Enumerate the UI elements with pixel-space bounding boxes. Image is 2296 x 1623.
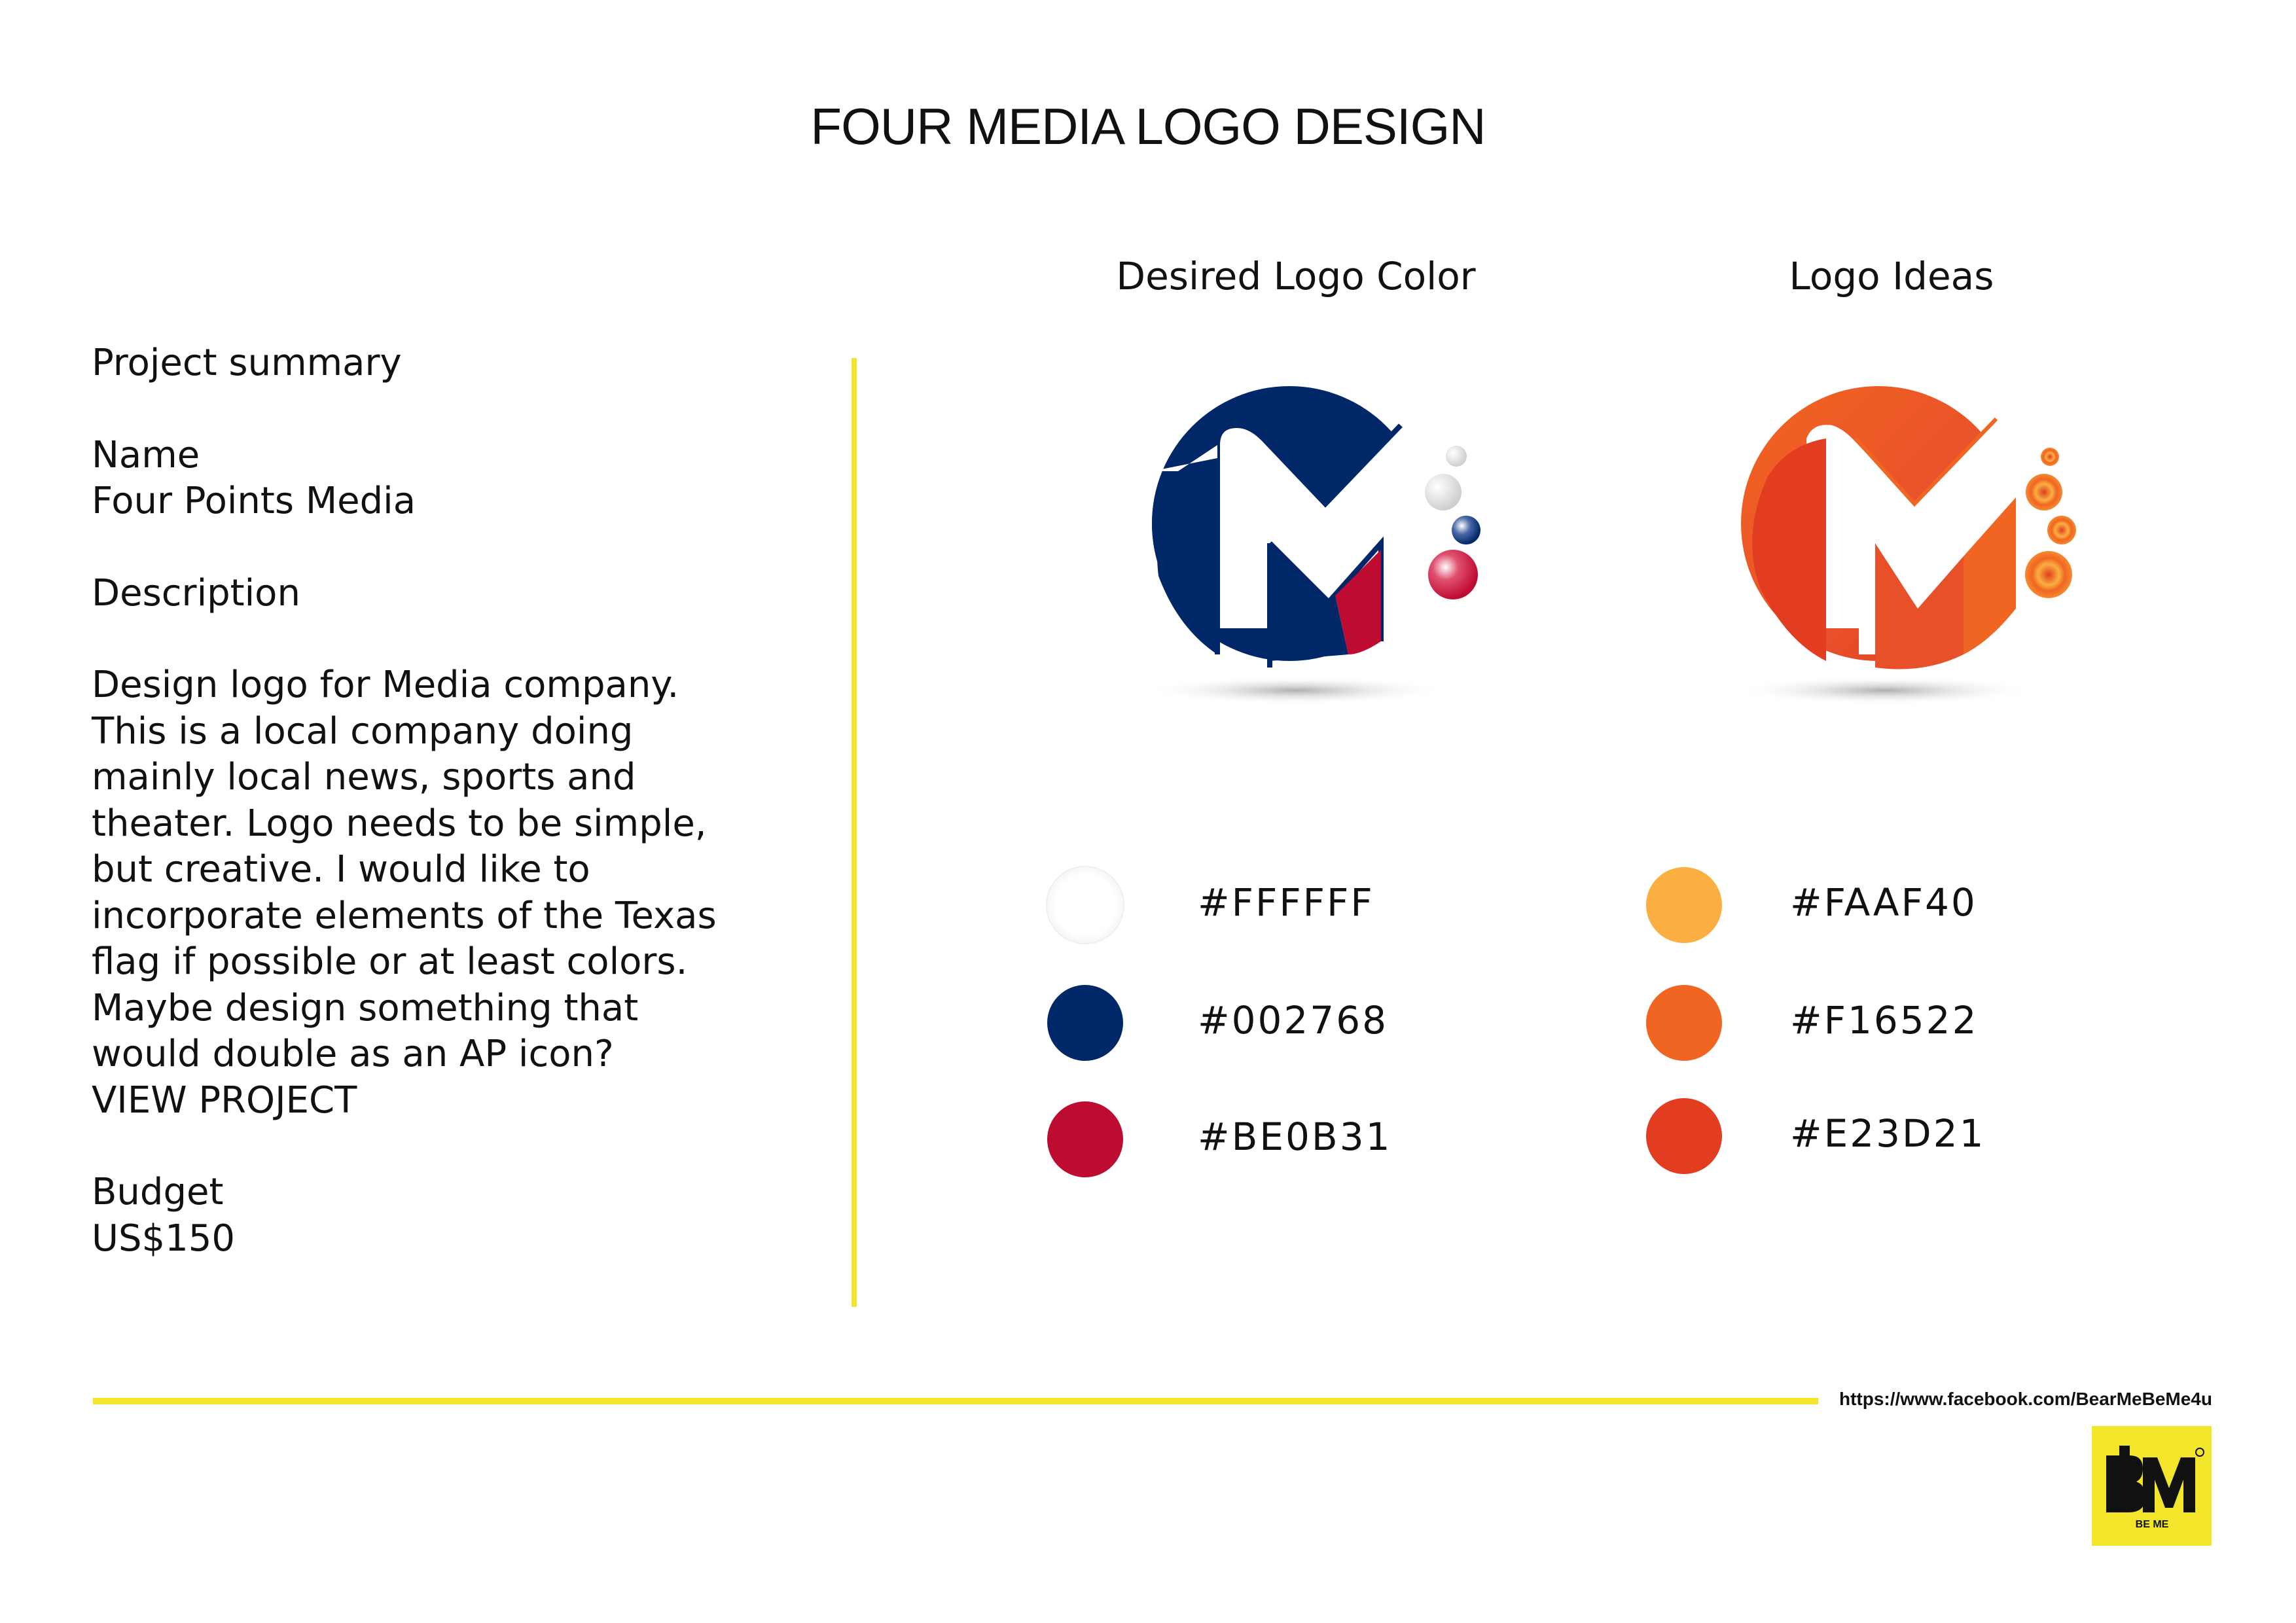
hex-code: #002768 <box>1198 998 1389 1043</box>
project-summary <box>92 340 812 1262</box>
view-project-link[interactable]: VIEW PROJECT <box>92 1079 357 1122</box>
palette-row <box>1646 1098 2104 1174</box>
hex-code: #F16522 <box>1790 998 1979 1043</box>
palette-row <box>1047 867 1505 943</box>
m-circle-logo-orange-icon <box>1728 366 2121 720</box>
hex-code: #FAAF40 <box>1790 880 1977 925</box>
palette-row <box>1646 867 2104 943</box>
m-circle-logo-blue-red-icon <box>1139 366 1532 720</box>
bm-brand-badge <box>2092 1426 2212 1546</box>
color-swatch <box>1646 985 1722 1061</box>
name-label: Name <box>92 433 200 476</box>
color-swatch <box>1047 867 1123 943</box>
logo-ideas-heading: Logo Ideas <box>1789 254 1994 298</box>
hex-code: #BE0B31 <box>1198 1115 1392 1159</box>
page-title: FOUR MEDIA LOGO DESIGN <box>810 98 1486 155</box>
vertical-divider <box>852 358 857 1307</box>
name-value: Four Points Media <box>92 480 416 522</box>
budget-value: US$150 <box>92 1217 236 1260</box>
color-swatch <box>1646 1098 1722 1174</box>
project-summary-heading: Project summary <box>92 342 402 384</box>
palette-row <box>1646 985 2104 1061</box>
hex-code: #E23D21 <box>1790 1111 1986 1156</box>
footer-divider <box>93 1398 1818 1404</box>
hex-code: #FFFFFF <box>1198 880 1374 925</box>
color-swatch <box>1646 867 1722 943</box>
color-swatch <box>1047 985 1123 1061</box>
palette-row <box>1047 985 1505 1061</box>
color-swatch <box>1047 1101 1123 1177</box>
description-text: Design logo for Media company. This is a local company doing mainly local news, sports and theater. Logo needs to be simple, but creative. I would like to incorporate elements of the Texas flag if possible or at least colors. Maybe design something that would double as an AP icon? <box>92 664 717 1075</box>
budget-label: Budget <box>92 1171 224 1213</box>
bm-logo-icon <box>2092 1426 2212 1546</box>
description-label: Description <box>92 571 300 615</box>
svg-text:BE ME: BE ME <box>2135 1519 2169 1530</box>
desired-logo-color-heading: Desired Logo Color <box>1116 254 1476 298</box>
palette-row <box>1047 1101 1505 1177</box>
footer-url-link[interactable]: https://www.facebook.com/BearMeBeMe4u <box>1839 1389 2212 1409</box>
